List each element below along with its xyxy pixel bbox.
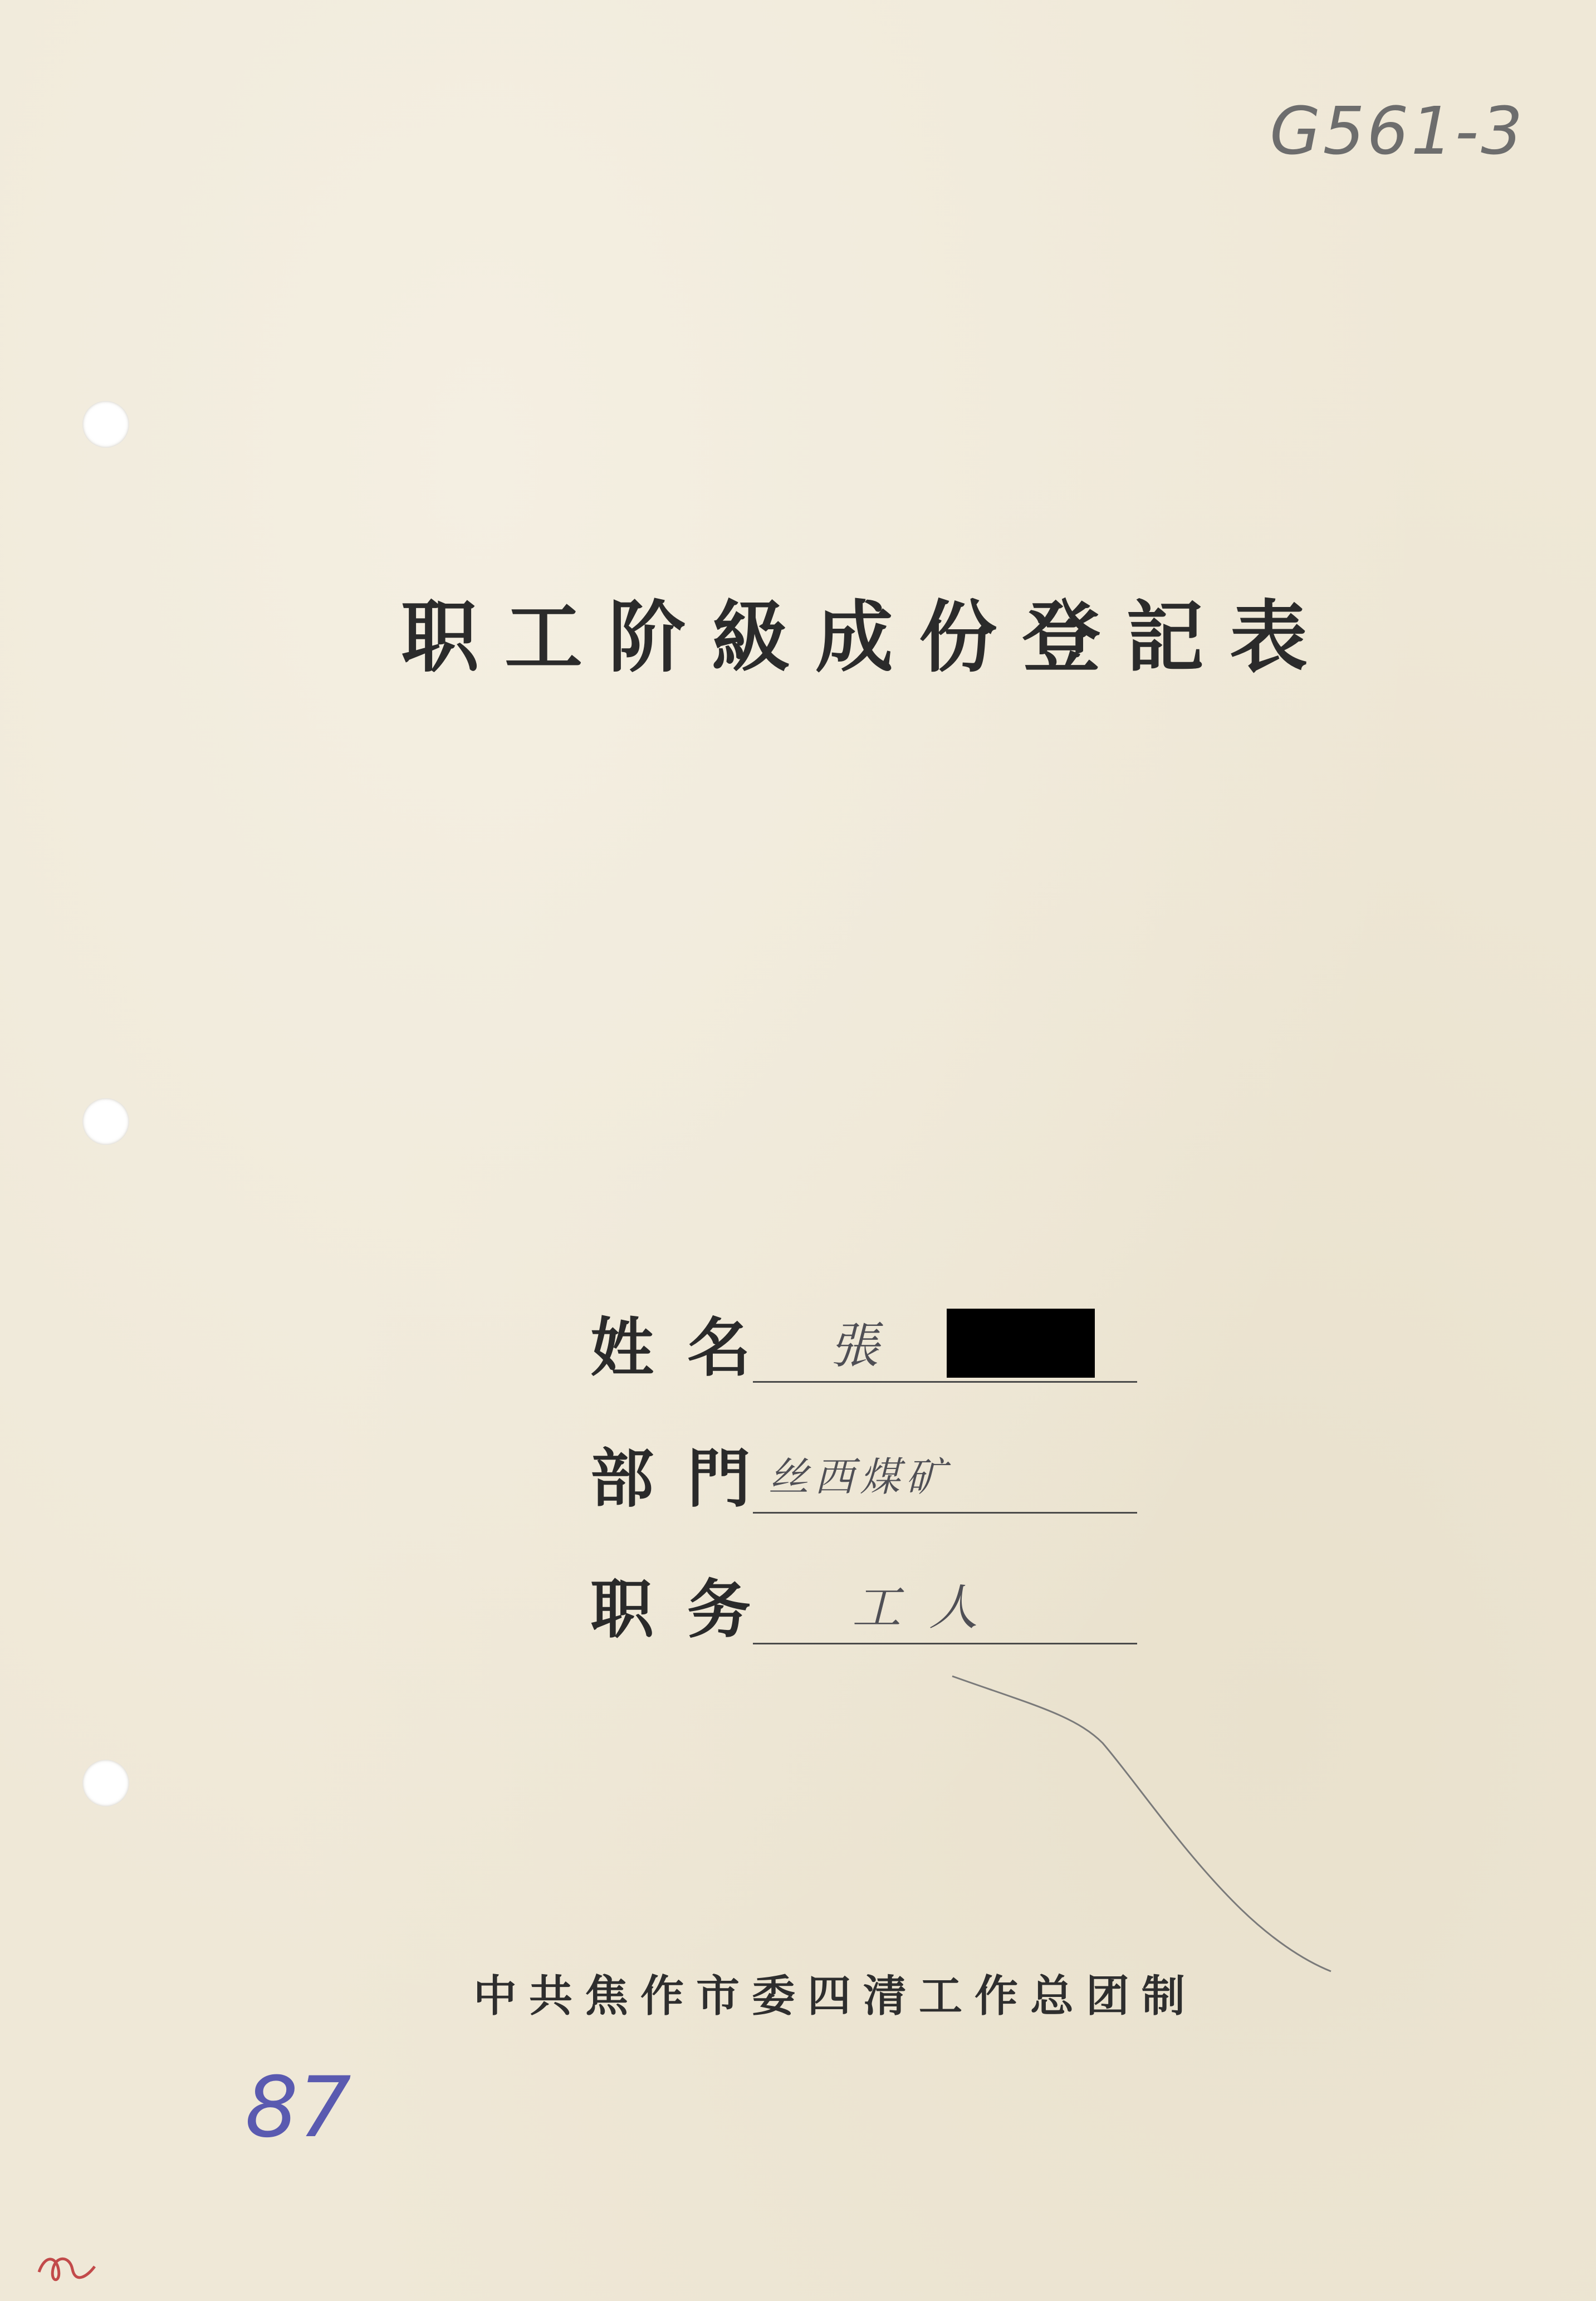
underline (753, 1381, 1137, 1383)
department-value: 丝西煤矿 (768, 1453, 952, 1500)
archive-code: G561-3 (1270, 92, 1525, 169)
red-ink-mark (33, 2244, 100, 2289)
punch-hole (82, 1098, 129, 1145)
punch-hole (82, 1760, 129, 1806)
department-label: 部門 (590, 1441, 785, 1516)
issuer-line: 中共焦作市委四清工作总团制 (473, 1971, 1198, 2021)
name-label: 姓名 (590, 1310, 785, 1385)
name-value: 張 (830, 1317, 889, 1374)
name-field (590, 1309, 1147, 1387)
position-value: 工人 (852, 1579, 1006, 1636)
underline (753, 1512, 1137, 1514)
punch-hole (82, 401, 129, 448)
pencil-stroke (947, 1665, 1336, 1977)
position-field (590, 1570, 1147, 1648)
position-label: 职务 (590, 1572, 785, 1647)
redaction-block (947, 1309, 1095, 1378)
page-title: 职工阶級成份登記表 (401, 592, 1334, 683)
underline (753, 1643, 1137, 1644)
page-number: 87 (245, 2059, 351, 2156)
department-field (590, 1440, 1147, 1517)
